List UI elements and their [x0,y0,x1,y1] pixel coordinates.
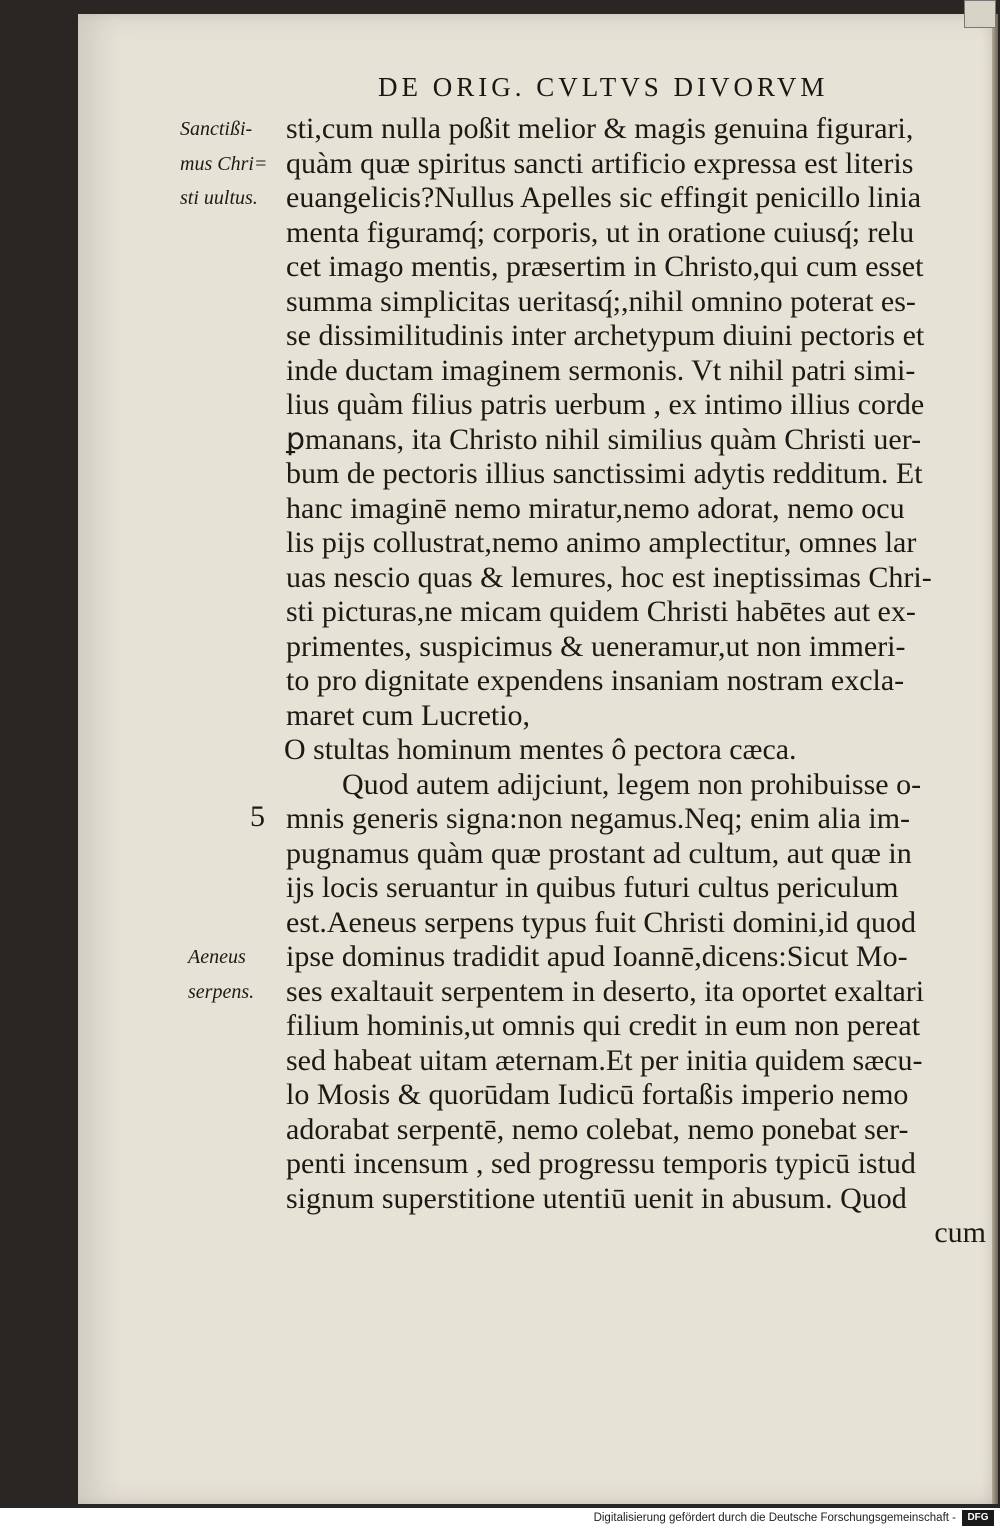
margin-note-line: mus Chri= [180,152,268,175]
text-line: se dissimilitudinis inter archetypum diuini pectoris et [286,319,925,352]
text-line: summa simplicitas ueritasq́;,nihil omnino poterat es- [286,284,916,318]
text-line: ꝑmanans, ita Christo nihil similius quàm Christi uer- [286,422,922,456]
verse-quotation: O stultas hominum mentes ô pectora cæca. [284,733,797,766]
text-line: Quod autem adijciunt, legem non prohibuisse o- [342,767,922,801]
digitization-credit: Digitalisierung gefördert durch die Deutsche Forschungsgemeinschaft - [593,1512,956,1524]
text-line: sti picturas,ne micam quidem Christi habētes aut ex- [286,595,916,628]
text-line: ses exaltauit serpentem in deserto, ita oportet exaltari [286,974,925,1008]
margin-note-sanctissimus [180,112,267,216]
text-line: adorabat serpentē, nemo colebat, nemo ponebat ser- [286,1112,909,1146]
text-line: maret cum Lucretio, [286,698,531,732]
text-line: cet imago mentis, præsertim in Christo,qui cum esset [286,250,924,283]
text-line: ijs locis seruantur in quibus futuri cultus periculum [286,871,899,904]
margin-note-line: Aeneus [188,946,246,968]
text-line: lo Mosis & quorūdam Iudicū fortaßis imperio nemo [286,1078,909,1111]
text-line: penti incensum , sed progressu temporis typicū istud [286,1147,916,1180]
section-number: 5 [250,800,265,833]
text-line: uas nescio quas & lemures, hoc est ineptissimas Chri- [286,560,932,594]
text-line: hanc imaginē nemo miratur,nemo adorat, nemo ocu [286,491,905,525]
text-line: euangelicis?Nullus Apelles sic effingit penicillo linia [286,181,922,214]
text-line: est.Aeneus serpens typus fuit Christi domini,id quod [286,905,916,939]
running-title: DE ORIG. CVLTVS DIVORVM [378,72,829,102]
margin-note-line: Sanctißi- [180,118,253,140]
text-line: pugnamus quàm quæ prostant ad cultum, aut quæ in [286,836,912,870]
margin-note-line: sti uultus. [180,187,258,209]
text-line: to pro dignitate expendens insaniam nostram excla- [286,664,905,697]
text-line: filium hominis,ut omnis qui credit in eum non pereat [286,1009,921,1042]
dfg-logo: DFG [962,1510,994,1526]
text-line: ipse dominus tradidit apud Ioannē,dicens:Sicut Mo- [286,940,908,973]
text-line: inde ductam imaginem sermonis. Vt nihil patri simi- [286,353,916,387]
margin-note-line: serpens. [188,980,255,1003]
text-line: menta figuramq́; corporis, ut in oratione cuiusq́; relu [286,215,915,249]
body-text [286,112,986,1251]
text-line: sti,cum nulla poßit melior & magis genuina figurari, [286,112,914,145]
catchword: cum [934,1216,986,1249]
text-line: quàm quæ spiritus sancti artificio expressa est literis [286,146,914,180]
margin-note-aeneus [188,940,254,1009]
text-line: lius quàm filius patris uerbum , ex intimo illius corde [286,388,925,421]
text-line: sed habeat uitam æternam.Et per initia quidem sæcu- [286,1043,923,1077]
page-edge [992,14,998,1504]
text-line: lis pijs collustrat,nemo animo amplectitur, omnes lar [286,526,917,559]
text-line: signum superstitione utentiū uenit in abusum. Quod [286,1181,907,1215]
text-line: mnis generis signa:non negamus.Neq; enim alia im- [286,802,911,835]
text-line: primentes, suspicimus & ueneramur,ut non immeri- [286,629,906,663]
text-line: bum de pectoris illius sanctissimi adytis redditum. Et [286,457,923,490]
scan-corner-mark [964,0,996,28]
